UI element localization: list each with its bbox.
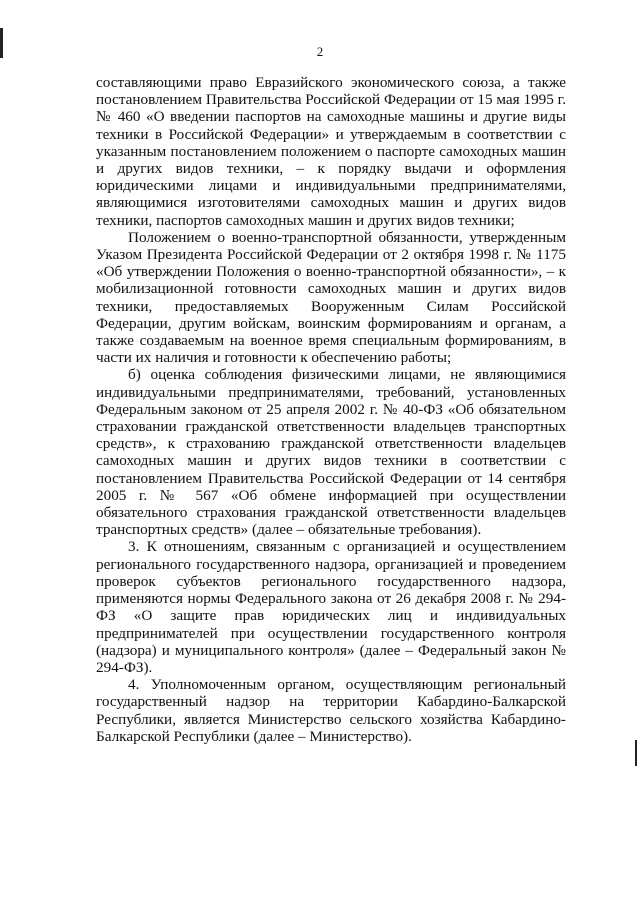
paragraph-item-b: б) оценка соблюдения физическими лицами, не являющимися индивидуальными предпринимателями, требований, установленных Федеральным законом от 25 апреля 2002 г. № 40-ФЗ «Об обязательном страховании гражданской ответственности владельцев транспортных средств», к страхованию гражданской ответственности владельцев самоходных машин и других видов техники в соответствии с постановлением Правительства Российской Федерации от 14 сентября 2005 г. № 567 «Об обмене информацией при осуществлении обязательного страхования гражданской ответственности владельцев транспортных средств» (далее – обязательные требования). bbox=[96, 366, 566, 539]
paragraph-military-transport: Положением о военно-транспортной обязанности, утвержденным Указом Президента Российской Федерации от 2 октября 1998 г. № 1175 «Об утверждении Положения о военно-транспортной обязанности», – к мобилизационной готовности самоходных машин и других видов техники, предоставляемых Вооруженным Силам Российской Федерации, другим войскам, воинским формированиям и органам, а также создаваемым на военное время специальным формированиям, в части их наличия и готовности к обеспечению работы; bbox=[96, 228, 566, 367]
paragraph-1-continuation: составляющими право Евразийского экономического союза, а также постановлением Правительства Российской Федерации от 15 мая 1995 г. № 460 «О введении паспортов на самоходные машины и другие виды техники в Российской Федерации» и утверждаемым в соответствии с указанным постановлением положением о паспорте самоходных машин и других видов техники, – к порядку выдачи и оформления юридическими лицами и индивидуальными предпринимателями, являющимися изготовителями самоходных машин и других видов техники, паспортов самоходных машин и других видов техники; bbox=[96, 74, 566, 229]
right-margin-mark bbox=[635, 740, 637, 766]
document-body bbox=[96, 74, 566, 745]
page-number: 2 bbox=[316, 44, 324, 59]
paragraph-item-3: 3. К отношениям, связанным с организацией и осуществлением регионального государственного надзора, организацией и проведением проверок субъектов регионального государственного надзора, применяются нормы Федерального закона от 26 декабря 2008 г. № 294-ФЗ «О защите прав юридических лиц и индивидуальных предпринимателей при осуществлении государственного контроля (надзора) и муниципального контроля» (далее – Федеральный закон № 294-ФЗ). bbox=[96, 538, 566, 676]
paragraph-item-4: 4. Уполномоченным органом, осуществляющим региональный государственный надзор на территории Кабардино-Балкарской Республики, является Министерство сельского хозяйства Кабардино-Балкарской Республики (далее – Министерство). bbox=[96, 676, 566, 745]
